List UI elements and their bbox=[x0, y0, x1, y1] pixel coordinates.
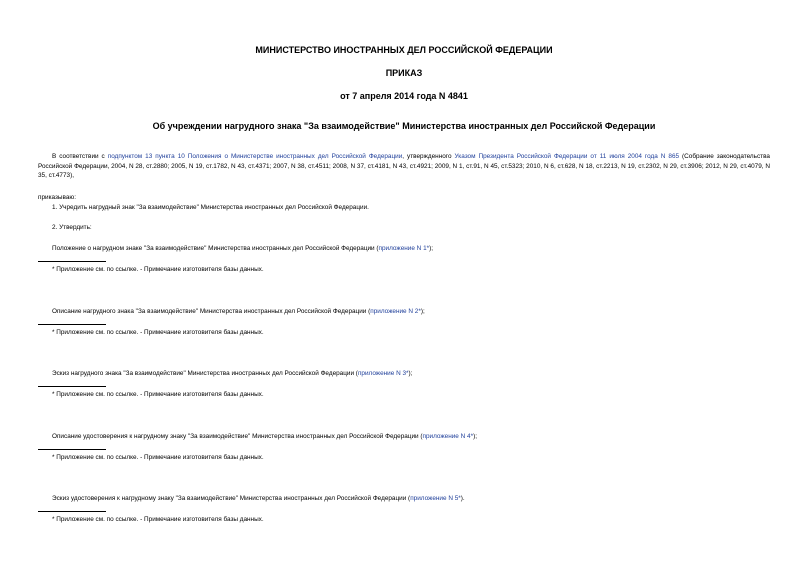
footnote: * Приложение см. по ссылке. - Примечание изготовителя базы данных. bbox=[52, 391, 264, 398]
doc-type-heading: ПРИКАЗ bbox=[385, 68, 423, 78]
approval-text: Эскиз удостоверения к нагрудному знаку "За взаимодействие" Министерства иностранных дел Российской Федерации ( bbox=[52, 495, 411, 502]
regulation-link[interactable]: подпунктом 13 пункта 10 Положения о Министерстве иностранных дел Российской Федерации bbox=[107, 153, 403, 160]
approval-item-4 bbox=[52, 432, 477, 442]
approval-item-3 bbox=[52, 369, 412, 379]
approval-end: ); bbox=[420, 308, 425, 315]
footnote-divider bbox=[38, 449, 106, 450]
approval-end: ). bbox=[460, 495, 465, 502]
decree-link[interactable]: Указом Президента Российской Федерации от 11 июля 2004 года N 865 bbox=[454, 153, 680, 160]
intro-text-1: В соответствии с bbox=[52, 153, 108, 160]
footnote-divider bbox=[38, 386, 106, 387]
approval-text: Положение о нагрудном знаке "За взаимодействие" Министерства иностранных дел Российской Федерации ( bbox=[52, 245, 379, 252]
footnote-divider bbox=[38, 324, 106, 325]
approval-end: ); bbox=[473, 433, 477, 440]
date-number-heading: от 7 апреля 2014 года N 4841 bbox=[340, 91, 468, 101]
appendix-link-4[interactable]: приложение N 4* bbox=[422, 433, 474, 440]
footnote: * Приложение см. по ссылке. - Примечание изготовителя базы данных. bbox=[52, 454, 264, 461]
approval-text: Описание нагрудного знака "За взаимодействие" Министерства иностранных дел Российской Федерации ( bbox=[52, 308, 371, 315]
subject-heading: Об учреждении нагрудного знака "За взаимодействие" Министерства иностранных дел Российской Федерации bbox=[152, 121, 656, 131]
appendix-link-3[interactable]: приложение N 3* bbox=[357, 370, 409, 377]
item-1: 1. Учредить нагрудный знак "За взаимодействие" Министерства иностранных дел Российской Федерации. bbox=[52, 204, 369, 211]
approval-item-1 bbox=[52, 244, 433, 254]
footnote: * Приложение см. по ссылке. - Примечание изготовителя базы данных. bbox=[52, 516, 264, 523]
approval-item-2 bbox=[52, 307, 425, 317]
approval-text: Эскиз нагрудного знака "За взаимодействие" Министерства иностранных дел Российской Федерации ( bbox=[52, 370, 358, 377]
approval-item-5 bbox=[52, 494, 465, 504]
item-2: 2. Утвердить: bbox=[52, 224, 92, 231]
footnote: * Приложение см. по ссылке. - Примечание изготовителя базы данных. bbox=[52, 329, 264, 336]
order-word: приказываю: bbox=[38, 194, 76, 201]
intro-text-2: , утвержденного bbox=[402, 153, 455, 160]
footnote-divider bbox=[38, 261, 106, 262]
approval-text: Описание удостоверения к нагрудному знаку "За взаимодействие" Министерства иностранных дел Российской Федерации ( bbox=[52, 433, 423, 440]
appendix-link-5[interactable]: приложение N 5* bbox=[410, 495, 461, 502]
approval-end: ); bbox=[408, 370, 413, 377]
intro-text-3: (Собрание законодательства Российской Федерации, 2004, N 28, ст.2880; 2005, N 19, ст.1782, N 43, ст.4371; 2007, N 38, ст.4511; 2008, N 37, ст.4181, N 43, ст.4921; 2009, N 1, ст.91, N 45, ст.5323; 2010, N 6, ст.628, N 18, ст.2213, N 19, ст.2302, N 29, ст.3906; 2012, N 29, ст.4079, N 35, ст.4773), bbox=[38, 153, 770, 179]
footnote-divider bbox=[38, 511, 106, 512]
appendix-link-1[interactable]: приложение N 1* bbox=[378, 245, 430, 252]
footnote: * Приложение см. по ссылке. - Примечание изготовителя базы данных. bbox=[52, 266, 264, 273]
ministry-heading: МИНИСТЕРСТВО ИНОСТРАННЫХ ДЕЛ РОССИЙСКОЙ ФЕДЕРАЦИИ bbox=[255, 45, 553, 55]
appendix-link-2[interactable]: приложение N 2* bbox=[370, 308, 421, 315]
intro-paragraph bbox=[38, 152, 770, 181]
approval-end: ); bbox=[429, 245, 434, 252]
